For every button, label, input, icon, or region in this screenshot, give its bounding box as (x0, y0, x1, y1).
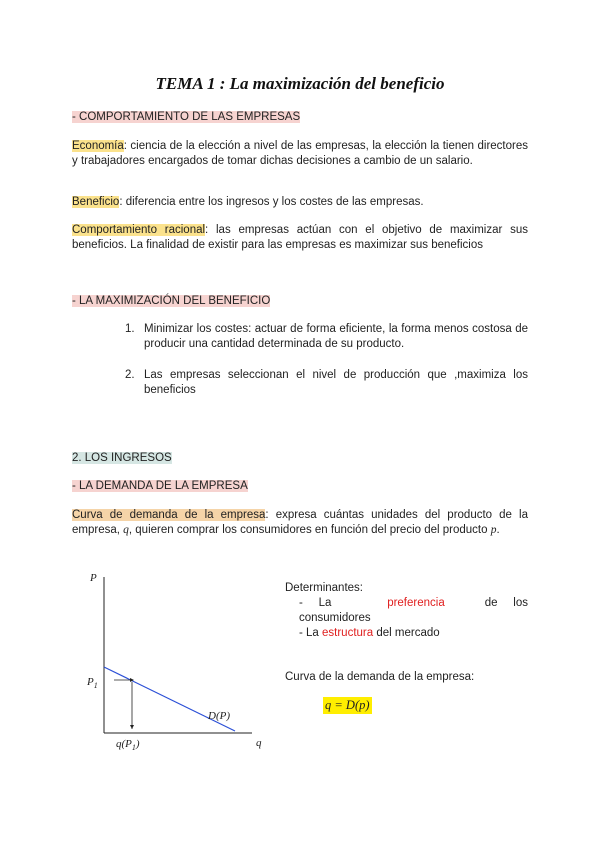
term-economia: Economía (72, 140, 124, 152)
section-heading-maximizacion: - LA MAXIMIZACIÓN DEL BENEFICIO (72, 295, 271, 307)
list-item (125, 322, 528, 352)
subheading-demanda: - LA DEMANDA DE LA EMPRESA (72, 480, 248, 492)
determinantes-heading: Determinantes: (285, 582, 363, 594)
paragraph-economia (72, 139, 528, 169)
x-axis-label: q (256, 737, 262, 749)
paragraph-comportamiento-racional (72, 223, 528, 253)
y-axis-label: P (90, 572, 97, 584)
q-p1-label: $q(P_1)$ (116, 738, 140, 752)
q-arrowhead (130, 725, 134, 729)
curve-formula-label: Curva de la demanda de la empresa: (285, 671, 475, 683)
list-text: Minimizar los costes: actuar de forma eficiente, la forma menos costosa de producir una cantidad determinada de su producto. (144, 323, 528, 350)
demand-curve-label: D(P) (208, 710, 230, 722)
term-curva-demanda: Curva de demanda de la empresa (72, 509, 266, 521)
list-item (125, 368, 528, 398)
paragraph-beneficio (72, 195, 528, 210)
term-beneficio: Beneficio (72, 196, 120, 208)
definition-comportamiento-racional: : las empresas actúan con el objetivo de maximizar sus beneficios. La finalidad de existir para las empresas es maximizar sus beneficios (72, 224, 528, 251)
determinante-preferencia: - La preferencia de los consumidores (299, 597, 528, 624)
section-heading-ingresos: 2. LOS INGRESOS (72, 452, 172, 464)
definition-beneficio: : diferencia entre los ingresos y los costes de las empresas. (119, 196, 424, 208)
determinante-estructura: - La estructura del mercado (299, 627, 440, 639)
demand-formula: q = D(p) (325, 698, 370, 712)
definition-economia: : ciencia de la elección a nivel de las empresas, la elección la tienen directores y trabajadores encargados de tomar dichas decisiones a cambio de un salario. (72, 140, 528, 167)
page-title: TEMA 1 : La maximización del beneficio (155, 74, 445, 93)
section-heading-comportamiento: - COMPORTAMIENTO DE LAS EMPRESAS (72, 111, 301, 123)
determinantes-block (285, 581, 528, 685)
list-number: 1. (125, 323, 135, 335)
numbered-list (125, 322, 528, 398)
list-text: Las empresas seleccionan el nivel de producción que ,maximiza los beneficios (144, 369, 528, 396)
term-comportamiento-racional: Comportamiento racional (72, 224, 206, 236)
paragraph-curva-demanda: Curva de demanda de la empresa: expresa cuántas unidades del producto de la empresa, q, quieren comprar los consumidores en función del precio del producto p. (72, 509, 528, 536)
demand-curve-chart (80, 565, 270, 755)
p1-label: $P_1$ (87, 676, 98, 690)
list-number: 2. (125, 369, 135, 381)
